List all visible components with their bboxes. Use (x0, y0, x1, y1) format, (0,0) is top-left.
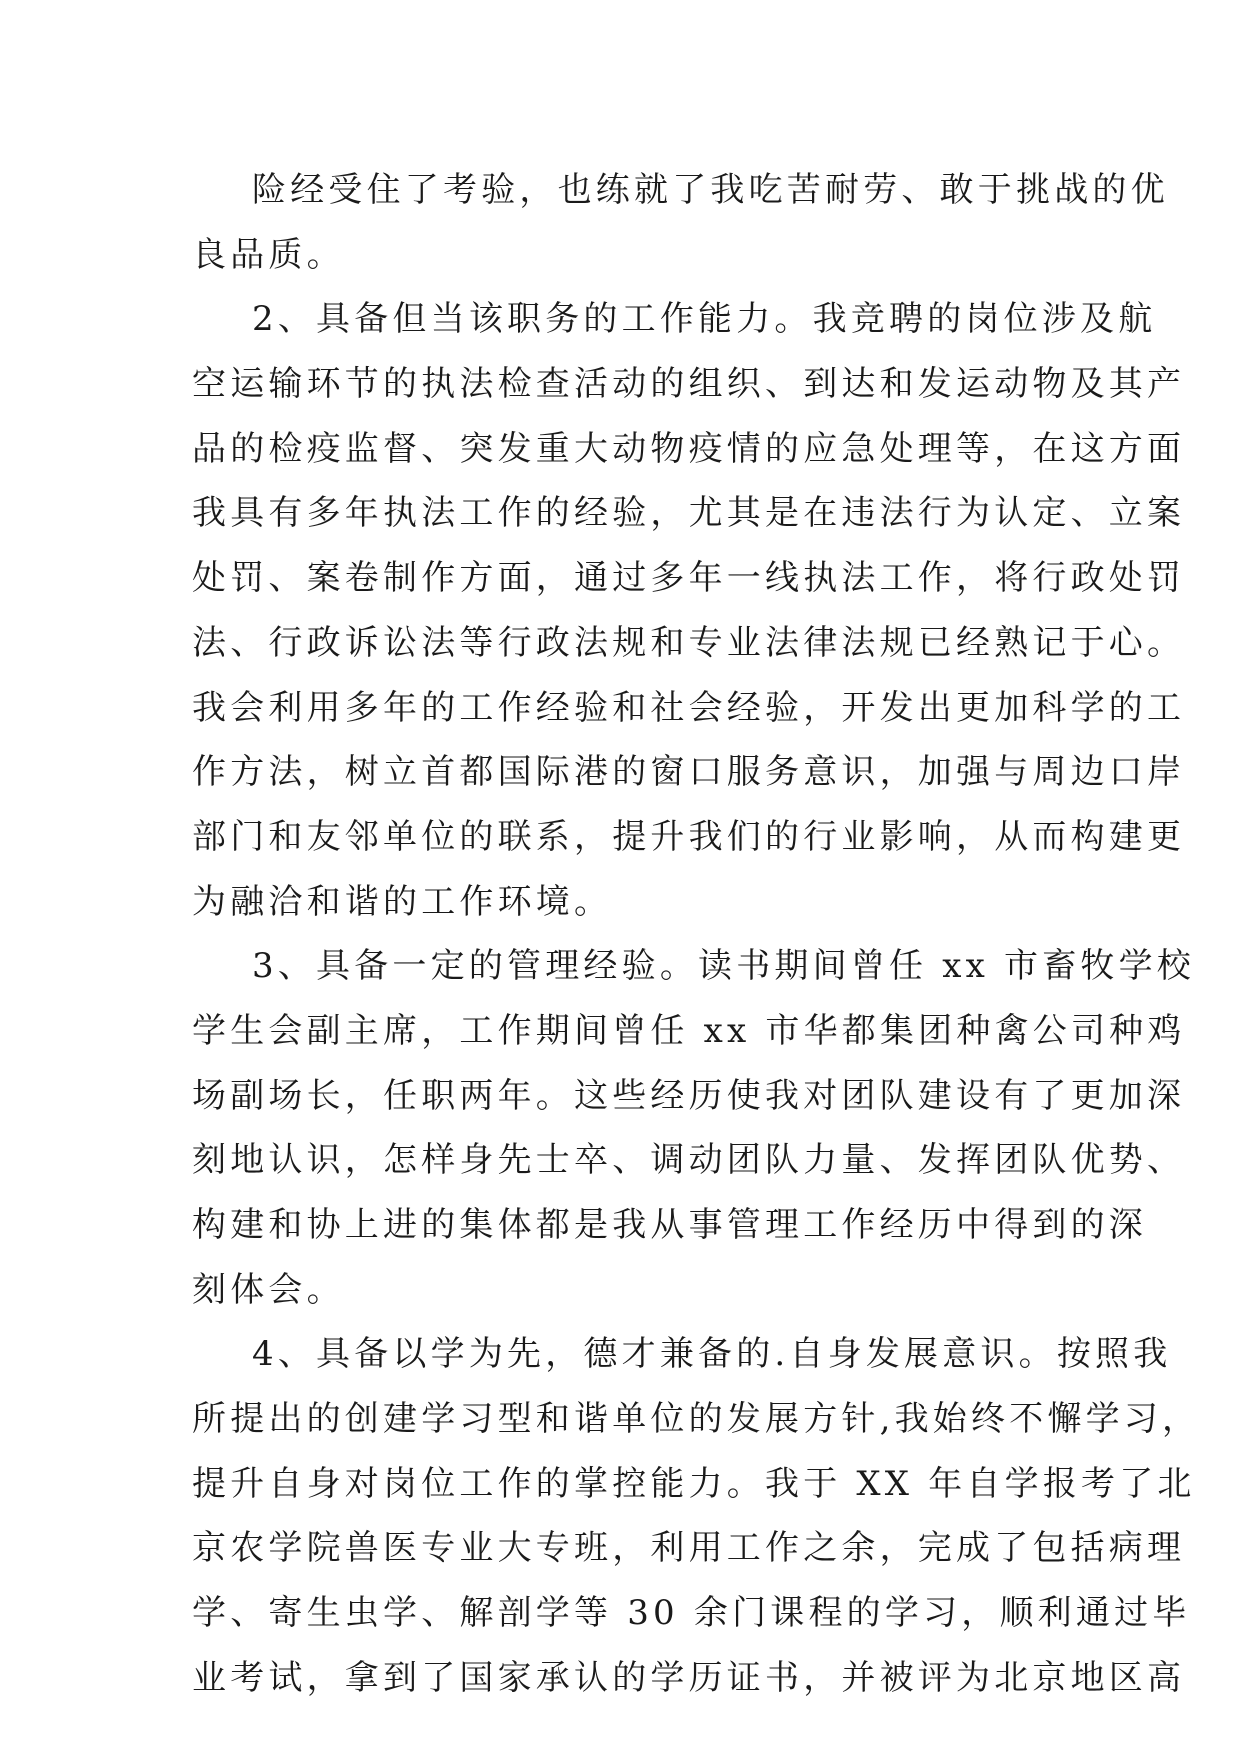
text-line: 业考试，拿到了国家承认的学历证书，并被评为北京地区高 (192, 1657, 1186, 1698)
text-line: 提升自身对岗位工作的掌控能力。我于 XX 年自学报考了北 (192, 1463, 1196, 1504)
text-line: 险经受住了考验，也练就了我吃苦耐劳、敢于挑战的优 (252, 170, 1169, 210)
text-line: 3、具备一定的管理经验。读书期间曾任 xx 市畜牧学校 (252, 946, 1195, 987)
text-line: 京农学院兽医专业大专班，利用工作之余，完成了包括病理 (192, 1528, 1186, 1569)
text-line: 构建和协上进的集体都是我从事管理工作经历中得到的深 (192, 1205, 1147, 1245)
text-line: 学、寄生虫学、解剖学等 30 余门课程的学习，顺利通过毕 (192, 1593, 1191, 1634)
text-line: 作方法，树立首都国际港的窗口服务意识，加强与周边口岸 (192, 752, 1186, 793)
text-line: 处罚、案卷制作方面，通过多年一线执法工作，将行政处罚 (192, 558, 1186, 599)
text-line: 我具有多年执法工作的经验，尤其是在违法行为认定、立案 (192, 493, 1186, 534)
text-line: 刻体会。 (192, 1269, 345, 1310)
text-line: 4、具备以学为先，德才兼备的.自身发展意识。按照我 (252, 1334, 1172, 1375)
text-line: 场副场长，任职两年。这些经历使我对团队建设有了更加深 (192, 1075, 1186, 1116)
text-line: 所提出的创建学习型和谐单位的发展方针,我始终不懈学习， (192, 1399, 1201, 1440)
text-line: 学生会副主席，工作期间曾任 xx 市华都集团种禽公司种鸡 (192, 1010, 1186, 1051)
text-line: 良品质。 (192, 234, 345, 275)
text-line: 部门和友邻单位的联系，提升我们的行业影响，从而构建更 (192, 816, 1186, 857)
text-line: 我会利用多年的工作经验和社会经验，开发出更加科学的工 (192, 687, 1186, 728)
text-line: 刻地认识，怎样身先士卒、调动团队力量、发挥团队优势、 (192, 1140, 1186, 1181)
text-line: 法、行政诉讼法等行政法规和专业法律法规已经熟记于心。 (192, 622, 1186, 663)
text-line: 空运输环节的执法检查活动的组织、到达和发运动物及其产 (192, 364, 1186, 405)
text-line: 为融洽和谐的工作环境。 (192, 881, 613, 922)
text-line: 品的检疫监督、突发重大动物疫情的应急处理等，在这方面 (192, 428, 1186, 469)
text-line: 2、具备但当该职务的工作能力。我竞聘的岗位涉及航 (252, 299, 1157, 340)
document-body (192, 158, 1201, 1711)
